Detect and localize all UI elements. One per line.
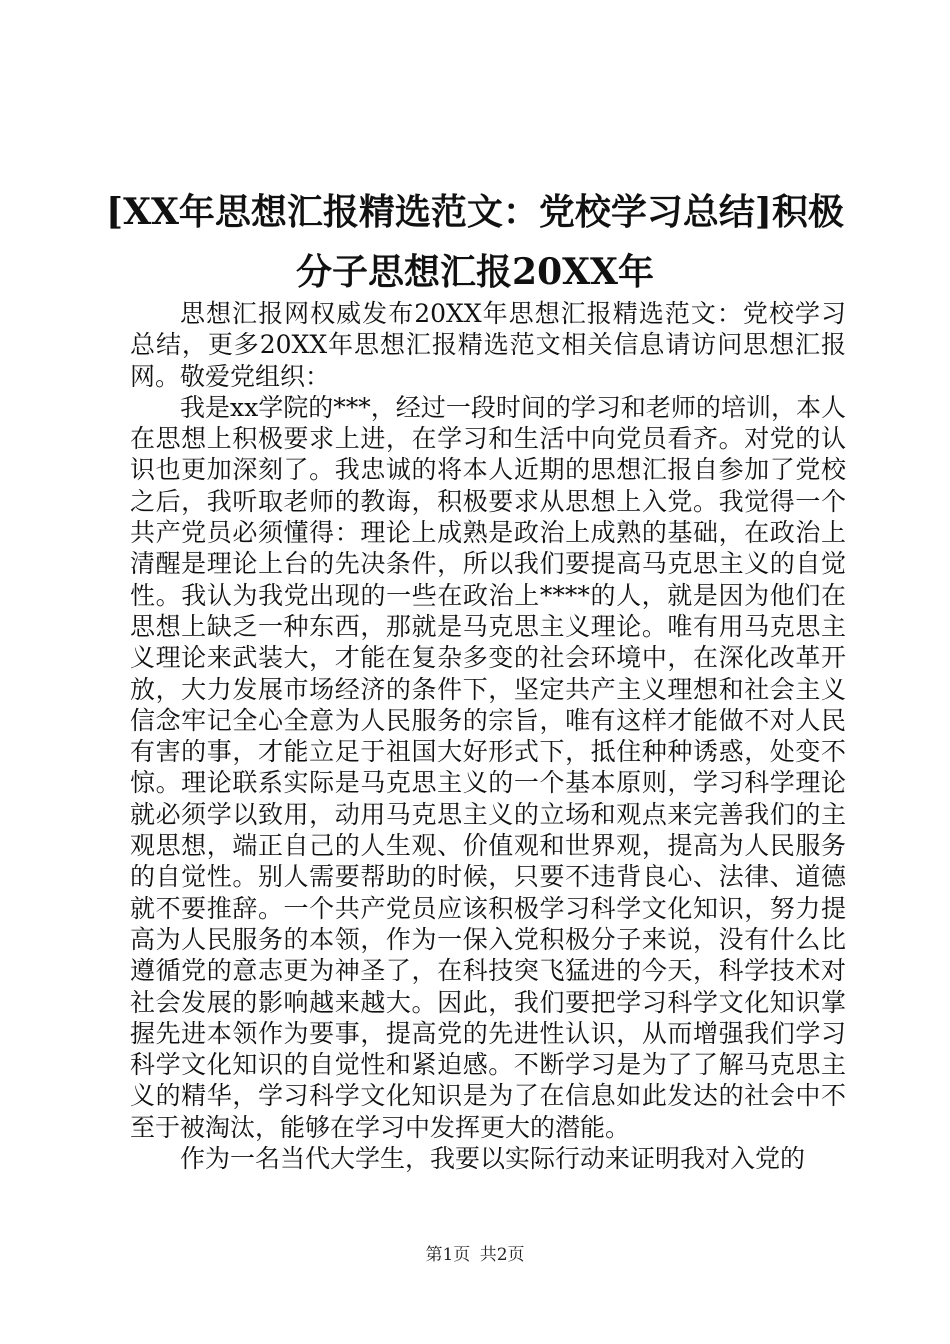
document-body <box>130 298 846 1174</box>
paragraph-main: 我是xx学院的***，经过一段时间的学习和老师的培训，本人在思想上积极要求上进，在学习和生活中向党员看齐。对党的认识也更加深刻了。我忠诚的将本人近期的思想汇报自参加了党校之后，我听取老师的教诲，积极要求从思想上入党。我觉得一个共产党员必须懂得：理论上成熟是政治上成熟的基础，在政治上清醒是理论上台的先决条件，所以我们要提高马克思主义的自觉性。我认为我党出现的一些在政治上****的人，就是因为他们在思想上缺乏一种东西，那就是马克思主义理论。唯有用马克思主义理论来武装大，才能在复杂多变的社会环境中，在深化改革开放，大力发展市场经济的条件下，坚定共产主义理想和社会主义信念牢记全心全意为人民服务的宗旨，唯有这样才能做不对人民有害的事，才能立足于祖国大好形式下，抵住种种诱惑，处变不惊。理论联系实际是马克思主义的一个基本原则，学习科学理论就必须学以致用，动用马克思主义的立场和观点来完善我们的主观思想，端正自己的人生观、价值观和世界观，提高为人民服务的自觉性。别人需要帮助的时候，只要不违背良心、法律、道德就不要推辞。一个共产党员应该积极学习科学文化知识，努力提高为人民服务的本领，作为一保入党积极分子来说，没有什么比遵循党的意志更为神圣了，在科技突飞猛进的今天，科学技术对社会发展的影响越来越大。因此，我们要把学习科学文化知识掌握先进本领作为要事，提高党的先进性认识，从而增强我们学习科学文化知识的自觉性和紧迫感。不断学习是为了了解马克思主义的精华，学习科学文化知识是为了在信息如此发达的社会中不至于被淘汰，能够在学习中发挥更大的潜能。 <box>130 392 846 1142</box>
page-footer <box>0 1244 950 1266</box>
paragraph-closing: 作为一名当代大学生，我要以实际行动来证明我对入党的 <box>180 1144 806 1174</box>
page-number-current: 第1页 <box>425 1245 471 1265</box>
paragraph-intro: 思想汇报网权威发布20XX年思想汇报精选范文：党校学习总结，更多20XX年思想汇报精选范文相关信息请访问思想汇报网。敬爱党组织： <box>130 299 846 391</box>
page-number-total: 共2页 <box>479 1245 525 1265</box>
document-title: [XX年思想汇报精选范文：党校学习总结]积极分子思想汇报20XX年 <box>106 191 844 293</box>
